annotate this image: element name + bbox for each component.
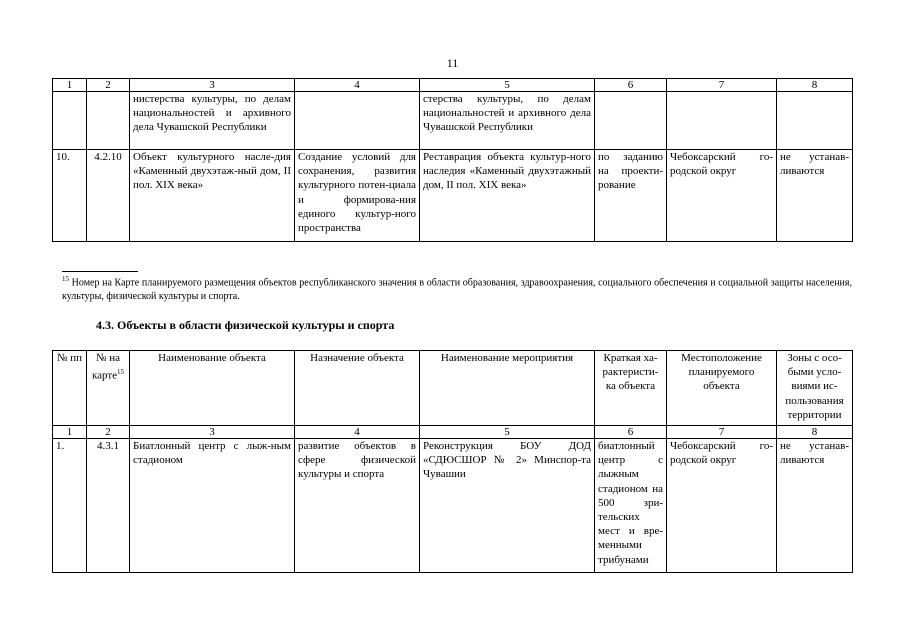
col-number: 4 <box>295 79 420 92</box>
cell-map-num: 4.2.10 <box>87 150 130 242</box>
footnote-separator <box>62 271 138 272</box>
col-number: 5 <box>420 79 595 92</box>
table-row <box>53 150 853 242</box>
cell-zones: не устанав-ливаются <box>777 439 853 573</box>
section-heading: 4.3. Объекты в области физической культуры и спорта <box>96 318 395 332</box>
col-number: 3 <box>130 79 295 92</box>
cell-activity: Реставрация объекта культур-ного наследия «Каменный двухэтажный дом, II пол. XIX века» <box>420 150 595 242</box>
cell-activity: Реконструкция БОУ ДОД «СДЮСШОР № 2» Минспор-та Чувашии <box>420 439 595 573</box>
header-map-num-label: № на карте <box>91 352 120 382</box>
table-cultural-objects-continued <box>52 78 853 242</box>
cell-characteristics: по заданию на проекти-рование <box>595 150 667 242</box>
footnote-mark: 15 <box>62 275 69 283</box>
header-location: Местоположение планируемого объекта <box>667 351 777 426</box>
cell-location: Чебоксарский го-родской округ <box>667 150 777 242</box>
column-number-row <box>53 79 853 92</box>
cell-location: Чебоксарский го-родской округ <box>667 439 777 573</box>
header-zones: Зоны с осо-быми усло-виями ис-пользования территории <box>777 351 853 426</box>
col-number: 2 <box>87 79 130 92</box>
cell-purpose: развитие объектов в сфере физической культуры и спорта <box>295 439 420 573</box>
cell-num: 1. <box>53 439 87 573</box>
table-row <box>53 92 853 150</box>
cell-name: нистерства культуры, по делам национальностей и архивного дела Чувашской Республики <box>130 92 295 150</box>
page-number: 11 <box>446 56 459 70</box>
cell-map-num <box>87 92 130 150</box>
col-number: 2 <box>87 426 130 439</box>
footnote-text: Номер на Карте планируемого размещения объектов республиканского значения в области образования, здравоохранения, социального обеспечения и социальной защиты населения, культуры, физической культуры и спорта. <box>62 277 852 302</box>
col-number: 4 <box>295 426 420 439</box>
footnote <box>62 273 852 303</box>
cell-map-num: 4.3.1 <box>87 439 130 573</box>
header-name: Наименование объекта <box>130 351 295 426</box>
table-sports-objects <box>52 350 853 573</box>
cell-zones <box>777 92 853 150</box>
header-characteristics: Краткая ха-рактеристи-ка объекта <box>595 351 667 426</box>
col-number: 5 <box>420 426 595 439</box>
cell-purpose <box>295 92 420 150</box>
header-purpose: Назначение объекта <box>295 351 420 426</box>
header-map-num-footnote-mark: 15 <box>117 368 125 377</box>
col-number: 3 <box>130 426 295 439</box>
col-number: 7 <box>667 79 777 92</box>
cell-activity: стерства культуры, по делам национальностей и архивного дела Чувашской Республики <box>420 92 595 150</box>
col-number: 8 <box>777 79 853 92</box>
cell-location <box>667 92 777 150</box>
col-number: 1 <box>53 79 87 92</box>
table-header-row <box>53 351 853 426</box>
cell-characteristics <box>595 92 667 150</box>
header-num: № пп <box>53 351 87 426</box>
cell-num <box>53 92 87 150</box>
col-number: 6 <box>595 79 667 92</box>
cell-name: Биатлонный центр с лыж-ным стадионом <box>130 439 295 573</box>
cell-name: Объект культурного насле-дия «Каменный двухэтаж-ный дом, II пол. XIX века» <box>130 150 295 242</box>
cell-characteristics: биатлонный центр с лыжным стадионом на 500 зри-тельских мест и вре-менными трибунами <box>595 439 667 573</box>
header-map-num <box>87 351 130 426</box>
col-number: 8 <box>777 426 853 439</box>
col-number: 7 <box>667 426 777 439</box>
cell-purpose: Создание условий для сохранения, развития культурного потен-циала и формирова-ния единого культур-ного пространства <box>295 150 420 242</box>
header-activity: Наименование мероприятия <box>420 351 595 426</box>
column-number-row <box>53 426 853 439</box>
table-row <box>53 439 853 573</box>
cell-zones: не устанав-ливаются <box>777 150 853 242</box>
cell-num: 10. <box>53 150 87 242</box>
col-number: 6 <box>595 426 667 439</box>
col-number: 1 <box>53 426 87 439</box>
